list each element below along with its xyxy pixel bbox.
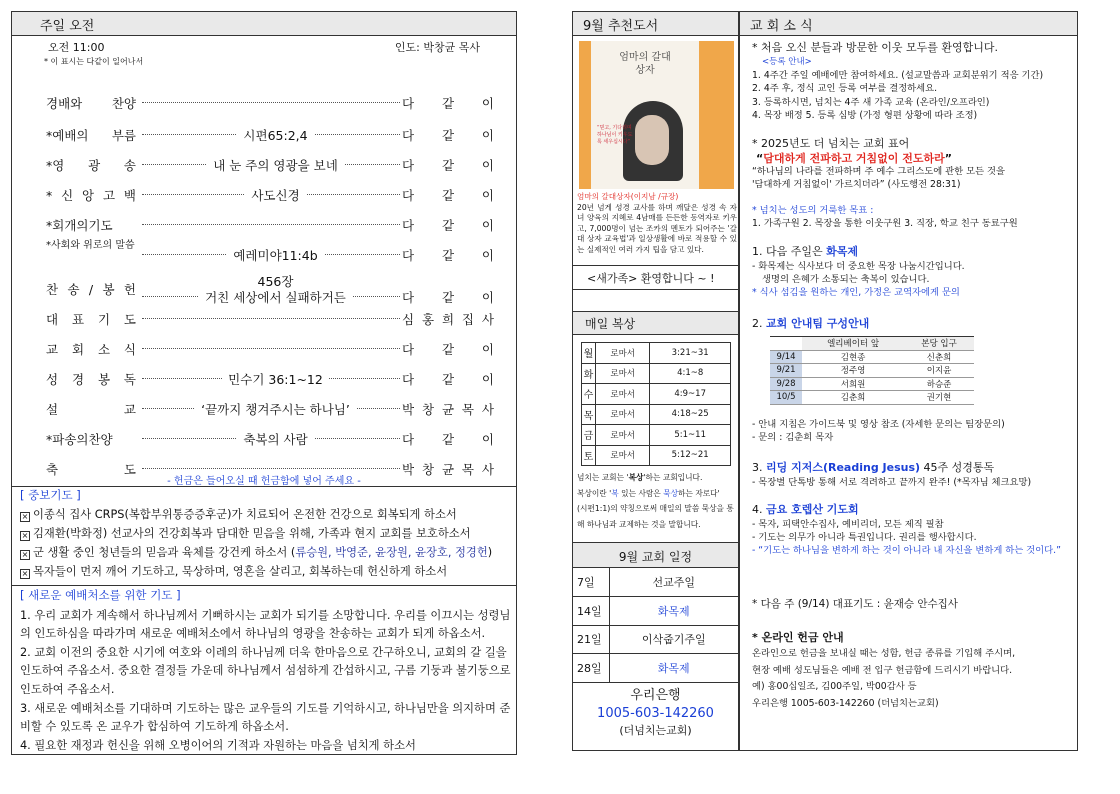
offering-note: - 헌금은 들어오실 때 헌금함에 넣어 주세요 - [167, 476, 361, 487]
schedule-day: 14일 [573, 597, 609, 626]
order-label: 찬 송 / 봉 헌 [46, 282, 136, 297]
book-caption [577, 192, 737, 255]
schedule-day: 28일 [573, 654, 609, 683]
soldier-names: 류승원, 박영준, 윤장원, 윤장호, 정경헌 [295, 546, 488, 559]
order-detail: 예레미야11:4b [147, 246, 404, 264]
book-caption-text: 20년 넘게 성경 교사를 하며 깨달은 성경 속 자녀 양육의 지혜로 4남매를 든든한 동역자로 키우고, 7,000명이 넘는 조카의 멘토가 되어주는 '갈대 상자 교육법'과 일상생활에 바로 적용할 수 있는 실제적인 여러 가지 팁을 담고 있다. [577, 202, 737, 254]
book-cover-quote: “믿고, 기다리며 하나님이 키우도록 세우십시다” [597, 125, 633, 145]
guide-head-cell: 엘리베이터 앞 [802, 337, 904, 351]
daily-day: 목 [582, 404, 596, 425]
book-cover-image [579, 41, 734, 189]
guide-head-cell: 본당 입구 [904, 337, 974, 351]
order-performer: 다 같 이 [402, 372, 494, 387]
daily-table [581, 342, 731, 466]
schedule-day: 21일 [573, 625, 609, 654]
order-label: 경배와 찬양 [46, 96, 136, 111]
daily-book: 로마서 [596, 384, 650, 405]
new-place-section [20, 586, 512, 755]
order-label: *영 광 송 [46, 158, 136, 173]
guide-table [770, 336, 974, 405]
goal-text: 1. 가족구원 2. 목장을 통한 이웃구원 3. 직장, 학교 친구 동료구원 [752, 218, 1018, 230]
order-performer: 다 같 이 [402, 128, 494, 143]
daily-day: 토 [582, 445, 596, 466]
bank-account: 1005-603-142260 [597, 706, 714, 721]
guide-date: 9/28 [770, 377, 802, 391]
order-performer: 심 홍 희 집 사 [402, 312, 494, 327]
schedule-event: 이삭줍기주일 [609, 625, 738, 654]
bank-holder: (더넘치는교회) [619, 724, 692, 737]
order-detail: 민수기 36:1~12 [147, 370, 404, 388]
order-label: 교 회 소 식 [46, 342, 136, 357]
middle-panel [572, 11, 739, 751]
guide-a: 김춘희 [802, 391, 904, 405]
bank-box [573, 684, 738, 738]
guide-date: 10/5 [770, 391, 802, 405]
order-label: * 신 앙 고 백 [46, 188, 136, 203]
order-detail: 축복의 사람 [147, 430, 404, 448]
daily-row [582, 343, 731, 364]
daily-row [582, 384, 731, 405]
daily-row [582, 363, 731, 384]
daily-book: 로마서 [596, 343, 650, 364]
intercession-item-3: × 군 생활 중인 청년들의 믿음과 육체를 강건케 하소서 (류승원, 박영준, 윤장원, 윤장호, 정경헌) [21, 546, 493, 559]
guide-b: 하승준 [904, 377, 974, 391]
notice-4: 4. 금요 호렙산 기도회 - 목자, 피택안수집사, 예비리더, 모든 제직 필참 - 기도는 의무가 아니라 특권입니다. 권리를 행사합시다. - “기도는 하나님을 변하게 하는 것이 아니라 내 자신을 변하게 하는 것이다.” [752, 503, 1061, 557]
daily-day: 화 [582, 363, 596, 384]
schedule-row [573, 625, 738, 654]
notice-2-notes: - 안내 지침은 가이드북 및 영상 참조 (자세한 문의는 팀장문의) - 문의 : 김춘희 목자 [752, 419, 1005, 444]
guide-head-row [770, 337, 974, 351]
motto: “담대하게 전파하고 거침없이 전도하라” [756, 152, 952, 165]
daily-row [582, 425, 731, 446]
schedule-row [573, 654, 738, 683]
order-performer: 박 창 균 목 사 [402, 462, 494, 477]
new-place-item-1: 1. 우리 교회가 계속해서 하나님께서 기뻐하시는 교회가 되기를 소망합니다. 우리를 이끄시는 성령님의 인도하심을 따라가며 새로운 예배처소에서 하나님의 영광을 찬송하는 교회가 되게 하옵소서. [20, 608, 511, 641]
order-performer: 다 같 이 [402, 96, 494, 111]
guide-row [770, 364, 974, 378]
order-label: 설 교 [46, 402, 136, 417]
schedule-event: 화목제 [609, 597, 738, 626]
leader-dots [142, 468, 400, 469]
order-performer: 다 같 이 [402, 432, 494, 447]
order-row [12, 152, 516, 178]
daily-ref: 4:1~8 [650, 363, 731, 384]
intercession-title: [ 중보기도 ] [20, 488, 81, 502]
daily-ref: 5:1~11 [650, 425, 731, 446]
motto-section [752, 136, 1071, 192]
new-place-item-3: 3. 새로운 예배처소를 기대하며 기도하는 많은 교우들의 기도를 기억하시고, 하나님만을 의지하며 준비할 수 있도록 온 교우가 합심하여 기도하게 하옵소서. [20, 701, 511, 734]
notice-1: 1. 다음 주일은 화목제 - 화목제는 식사보다 더 중요한 목장 나눔시간입니다. 생명의 은혜가 소통되는 축복이 있습니다. * 식사 섬김을 원하는 개인, 가정은 교역자에게 문의 [752, 245, 965, 299]
order-label: *예배의 부름 [46, 128, 136, 143]
schedule-row [573, 568, 738, 597]
order-label: *파송의찬양 [46, 432, 113, 447]
welcome-section [752, 40, 1071, 122]
guide-row [770, 350, 974, 364]
daily-ref: 4:9~17 [650, 384, 731, 405]
order-row [12, 182, 516, 208]
order-row [12, 336, 516, 362]
schedule-day: 7일 [573, 568, 609, 597]
order-row [12, 426, 516, 452]
order-row [12, 306, 516, 332]
reg-item-3: 3. 등록하시면, 넘치는 4주 새 가족 교육 (온라인/오프라인) [752, 96, 990, 108]
daily-book: 로마서 [596, 404, 650, 425]
order-label: 대 표 기 도 [46, 312, 136, 327]
cover-face [635, 115, 669, 165]
schedule-table [573, 568, 738, 683]
checkbox-icon: × [21, 531, 29, 540]
order-row [12, 122, 516, 148]
schedule-row [573, 597, 738, 626]
worship-order-panel [11, 11, 517, 755]
reg-item-4: 4. 목장 배정 5. 등록 심방 (가정 형편 상황에 따라 조정) [752, 109, 978, 121]
book-header: 9월 추천도서 [573, 12, 738, 36]
welcome-title: * 처음 오신 분들과 방문한 이웃 모두를 환영합니다. [752, 41, 998, 54]
service-leader: 인도: 박창균 목사 [394, 41, 480, 54]
order-performer: 다 같 이 [402, 290, 494, 305]
checkbox-icon: × [21, 550, 29, 559]
order-performer: 다 같 이 [402, 158, 494, 173]
news-header: 교 회 소 식 [740, 12, 1077, 36]
order-detail: 시편65:2,4 [147, 126, 404, 144]
notice-2: 2. 교회 안내팀 구성안내 [752, 317, 870, 330]
daily-day: 월 [582, 343, 596, 364]
order-performer: 다 같 이 [402, 218, 494, 233]
guide-head-blank [770, 337, 802, 351]
book-caption-title: 엄마의 갈대상자(이지남 /규장) [577, 192, 679, 201]
service-top-line [12, 36, 516, 54]
book-cover [591, 41, 699, 189]
order-performer: 박 창 균 목 사 [402, 402, 494, 417]
notice-3: 3. 리딩 지저스(Reading Jesus) 45주 성경통독 - 목장별 단톡방 통해 서로 격려하고 끝까지 완주! (*목자님 체크요망) [752, 461, 1032, 488]
guide-b: 이지윤 [904, 364, 974, 378]
daily-ref: 5:12~21 [650, 445, 731, 466]
daily-day: 금 [582, 425, 596, 446]
service-header: 주일 오전 [12, 12, 516, 36]
intercession-item-1: × 이종식 집사 CRPS(복합부위통증증후군)가 치료되어 온전한 건강으로 회복되게 하소서 [21, 508, 457, 521]
order-performer: 다 같 이 [402, 188, 494, 203]
schedule-event: 화목제 [609, 654, 738, 683]
leader-dots [142, 348, 400, 349]
book-cover-title: 엄마의 갈대 상자 [619, 52, 671, 76]
blank-box [573, 289, 738, 311]
guide-a: 김현종 [802, 350, 904, 364]
online-offering: * 온라인 헌금 안내 온라인으로 헌금을 보내실 때는 성함, 헌금 종류를 기입해 주시며, 현장 예배 성도님들은 예배 전 입구 헌금함에 드리시기 바랍니다. 예) 홍00십일조, 김00주일, 박00감사 등 우리은행 1005-603-142260 (더넘치는교회) [752, 631, 1016, 709]
order-performer: 다 같 이 [402, 342, 494, 357]
guide-b: 신춘희 [904, 350, 974, 364]
daily-row [582, 404, 731, 425]
order-label: *회개의기도 [46, 218, 113, 233]
checkbox-icon: × [21, 512, 29, 521]
daily-header: 매일 복상 [573, 311, 738, 335]
goal-title: * 넘치는 성도의 거룩한 목표 : [752, 205, 874, 216]
new-place-item-4: 4. 필요한 재정과 헌신을 위해 오병이어의 기적과 자원하는 마음을 넘치게 하소서 [20, 738, 416, 752]
guide-date: 9/14 [770, 350, 802, 364]
motto-verse-2: '담대하게 거침없이' 가르치더라” (사도행전 28:31) [752, 179, 961, 191]
order-label: 축 도 [46, 462, 136, 477]
motto-title: * 2025년도 더 넘치는 교회 표어 [752, 137, 910, 150]
daily-book: 로마서 [596, 363, 650, 384]
checkbox-icon: × [21, 569, 29, 578]
order-detail: 내 눈 주의 영광을 보네 [147, 156, 404, 174]
service-time: 오전 11:00 [48, 41, 105, 54]
next-prayer: * 다음 주 (9/14) 대표기도 : 윤재승 안수집사 [752, 598, 958, 610]
order-detail: ‘끝까지 챙겨주시는 하나님’ [147, 400, 404, 418]
guide-row [770, 391, 974, 405]
bank-name: 우리은행 [630, 688, 681, 703]
stand-note: * 이 표시는 다같이 일어나서 [44, 57, 144, 66]
reg-title: <등록 안내> [762, 57, 812, 67]
order-performer: 다 같 이 [402, 248, 494, 263]
guide-b: 권기현 [904, 391, 974, 405]
intercession-item-4: × 목자들이 먼저 깨어 기도하고, 묵상하며, 영혼을 살리고, 회복하는데 헌신하게 하소서 [21, 565, 448, 578]
guide-a: 정주영 [802, 364, 904, 378]
guide-row [770, 377, 974, 391]
reg-item-1: 1. 4주간 주일 예배에만 참여하세요. (설교말씀과 교회분위기 적응 기간) [752, 70, 1044, 82]
leader-dots [142, 224, 400, 225]
schedule-event: 선교주일 [609, 568, 738, 597]
guide-date: 9/21 [770, 364, 802, 378]
daily-day: 수 [582, 384, 596, 405]
goal-section [752, 204, 1071, 230]
motto-verse-1: “하나님의 나라를 전파하며 주 예수 그리스도에 관한 모든 것을 [752, 166, 1005, 178]
welcome-box [573, 265, 738, 289]
order-row [12, 366, 516, 392]
new-place-item-2: 2. 교회 이전의 중요한 시기에 여호와 이레의 하나님께 더욱 한마음으로 간구하오니, 교회의 갈 길을 인도하여 주옵소서. 중요한 결정들 가운데 하나님께서 섬섬하게 간섭하시고, 구름 기둥과 불기둥으로 인도하여 주옵소서. [20, 645, 511, 696]
news-panel [739, 11, 1078, 751]
order-row [12, 212, 516, 238]
order-row [12, 90, 516, 116]
welcome-text: <새가족> 환영합니다 ~ ! [587, 272, 715, 285]
order-label: 성 경 봉 독 [46, 372, 136, 387]
guide-a: 서희원 [802, 377, 904, 391]
daily-book: 로마서 [596, 425, 650, 446]
schedule-header: 9월 교회 일정 [573, 542, 738, 568]
daily-note: 넘치는 교회는 '복상'하는 교회입니다. 복상이란 '복 있는 사람은 묵상하는 자로다' (시편1:1)의 약칭으로써 매일의 말씀 묵상을 통해 하나님과 교제하는 것을 말합니다. [577, 473, 734, 529]
order-row [12, 242, 516, 268]
reg-item-2: 2. 4주 후, 정식 교인 등록 여부를 결정하세요. [752, 83, 938, 95]
daily-row [582, 445, 731, 466]
leader-dots [142, 102, 400, 103]
intercession-section [20, 486, 512, 581]
order-label: *사회와 위로의 말씀 [46, 240, 135, 251]
new-place-title: [ 새로운 예배처소를 위한 기도 ] [20, 588, 181, 602]
daily-ref: 4:18~25 [650, 404, 731, 425]
daily-book: 로마서 [596, 445, 650, 466]
order-row [12, 396, 516, 422]
intercession-item-2: × 김재환(박화정) 선교사의 건강회복과 담대한 믿음을 위해, 가족과 현지 교회를 보호하소서 [21, 527, 471, 540]
daily-ref: 3:21~31 [650, 343, 731, 364]
order-detail: 사도신경 [147, 186, 404, 204]
leader-dots [142, 318, 400, 319]
order-detail: 456장 거친 세상에서 실패하거든 [147, 274, 404, 306]
